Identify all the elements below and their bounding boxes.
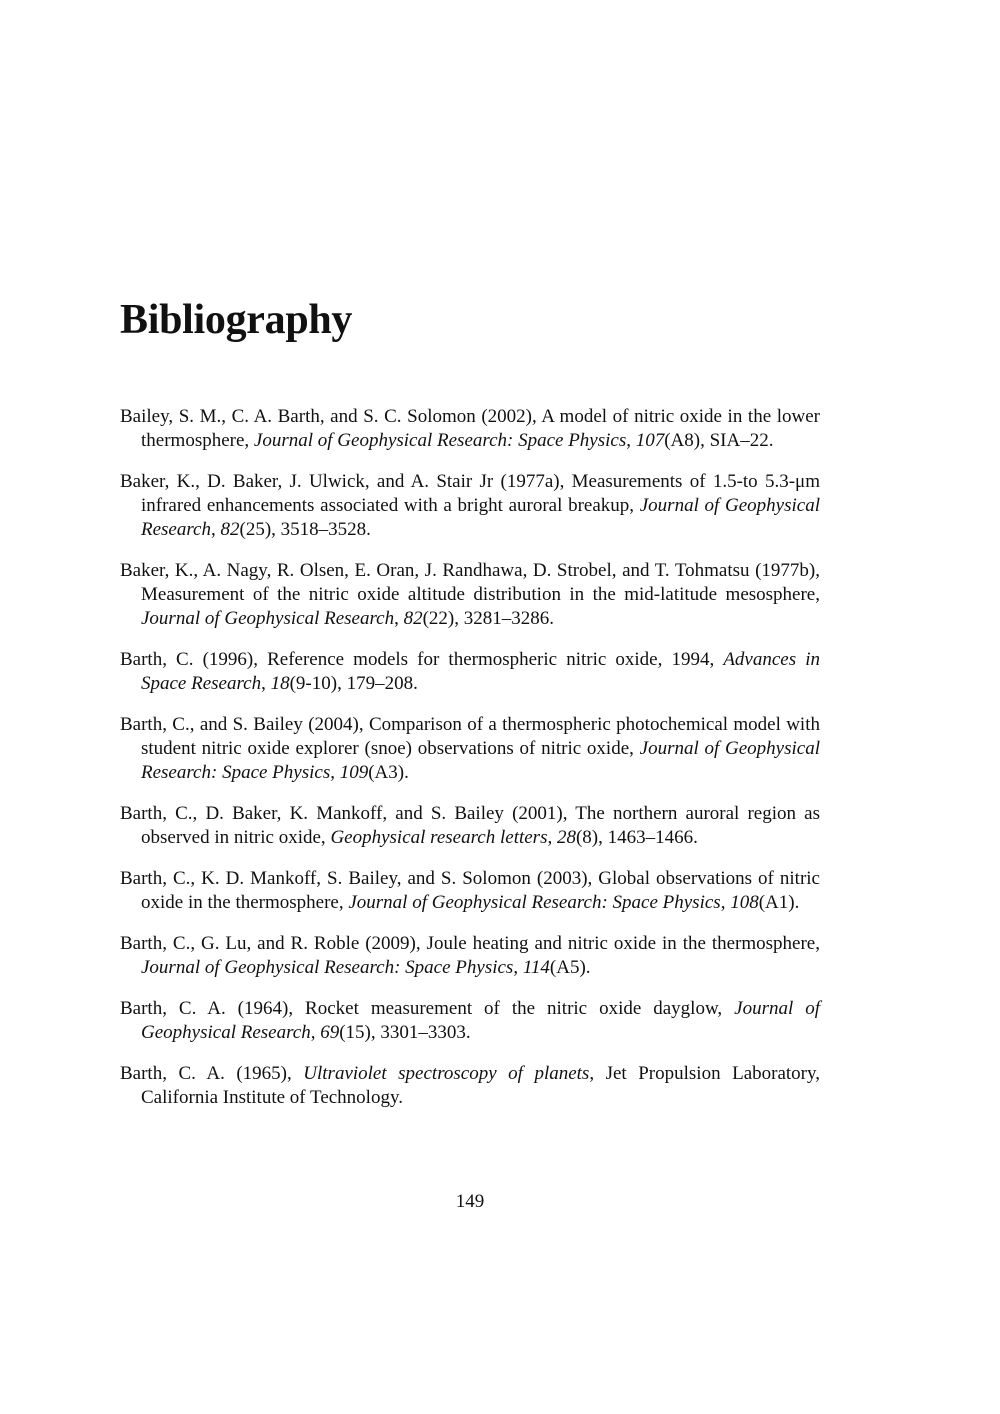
reference-item [120,559,820,631]
reference-issue: (A8), SIA–22. [664,430,774,451]
reference-volume: 28 [556,827,576,848]
reference-journal: Advances in Space Research [141,649,820,694]
reference-text: Barth, C. A. (1965), [120,1063,304,1084]
reference-text: Baker, K., A. Nagy, R. Olsen, E. Oran, J. Randhawa, D. Strobel, and T. Tohmatsu (1977b), Measurement of the nitric oxide altitude distribution in the mid-latitude mesosphere, [120,560,820,605]
reference-text: Barth, C., and S. Bailey (2004), Comparison of a thermospheric photochemical model with student nitric oxide explorer (snoe) observations of nitric oxide, [120,714,820,759]
reference-sep: , [513,957,523,978]
reference-journal: Journal of Geophysical Research: Space Physics [348,892,721,913]
reference-issue: (8), 1463–1466. [575,827,698,848]
reference-volume: 109 [339,762,369,783]
reference-issue: (A5). [549,957,591,978]
reference-item [120,802,820,850]
reference-item [120,713,820,785]
reference-text: Barth, C. A. (1964), Rocket measurement of the nitric oxide dayglow, [120,998,735,1019]
reference-journal: Journal of Geophysical Research [141,998,820,1043]
reference-item [120,932,820,980]
reference-volume: 82 [403,608,423,629]
reference-item [120,405,820,453]
reference-volume: 18 [270,673,290,694]
reference-journal: Journal of Geophysical Research: Space Physics [253,430,627,451]
reference-item [120,997,820,1045]
reference-item [120,867,820,915]
reference-text: Baker, K., D. Baker, J. Ulwick, and A. Stair Jr (1977a), Measurements of 1.5-to 5.3-μm infrared enhancements associated with a bright auroral breakup, [120,471,820,516]
reference-journal: Journal of Geophysical Research: Space Physics [141,738,820,783]
reference-volume: 69 [320,1022,340,1043]
reference-issue: (9-10), 179–208. [289,673,418,694]
reference-issue: (A3). [368,762,409,783]
reference-journal: Journal of Geophysical Research: Space Physics [141,957,514,978]
reference-issue: (25), 3518–3528. [239,519,371,540]
reference-sep: , [211,519,221,540]
reference-journal: Ultraviolet spectroscopy of planets [303,1063,590,1084]
reference-sep: , [330,762,340,783]
reference-volume: 82 [220,519,240,540]
reference-sep: , [626,430,636,451]
reference-journal: Journal of Geophysical Research [141,495,821,540]
reference-sep: , Jet Propulsion Laboratory, California Institute of Technology. [141,1063,821,1108]
reference-volume: 108 [730,892,759,913]
reference-text: Barth, C., K. D. Mankoff, S. Bailey, and S. Solomon (2003), Global observations of nitric oxide in the thermosphere, [120,868,820,913]
reference-issue: (15), 3301–3303. [339,1022,471,1043]
reference-sep: , [310,1022,321,1043]
reference-sep: , [261,673,271,694]
page-number: 149 [455,1191,485,1212]
reference-issue: (A1). [758,892,800,913]
reference-text: Bailey, S. M., C. A. Barth, and S. C. Solomon (2002), A model of nitric oxide in the lower thermosphere, [120,406,820,451]
reference-volume: 114 [522,957,550,978]
reference-list [120,405,820,1127]
reference-journal: Journal of Geophysical Research [141,608,395,629]
reference-text: Barth, C., G. Lu, and R. Roble (2009), Joule heating and nitric oxide in the thermosphere, [120,933,820,954]
reference-sep: , [394,608,404,629]
reference-text: Barth, C. (1996), Reference models for thermospheric nitric oxide, 1994, [120,649,724,670]
reference-text: Barth, C., D. Baker, K. Mankoff, and S. Bailey (2001), The northern auroral region as observed in nitric oxide, [120,803,820,848]
reference-item [120,470,820,542]
reference-journal: Geophysical research letters [330,827,548,848]
reference-item [120,1062,820,1110]
reference-sep: , [720,892,731,913]
reference-volume: 107 [635,430,665,451]
page-title: Bibliography [120,297,353,343]
reference-sep: , [547,827,557,848]
reference-issue: (22), 3281–3286. [422,608,555,629]
reference-item [120,648,820,696]
